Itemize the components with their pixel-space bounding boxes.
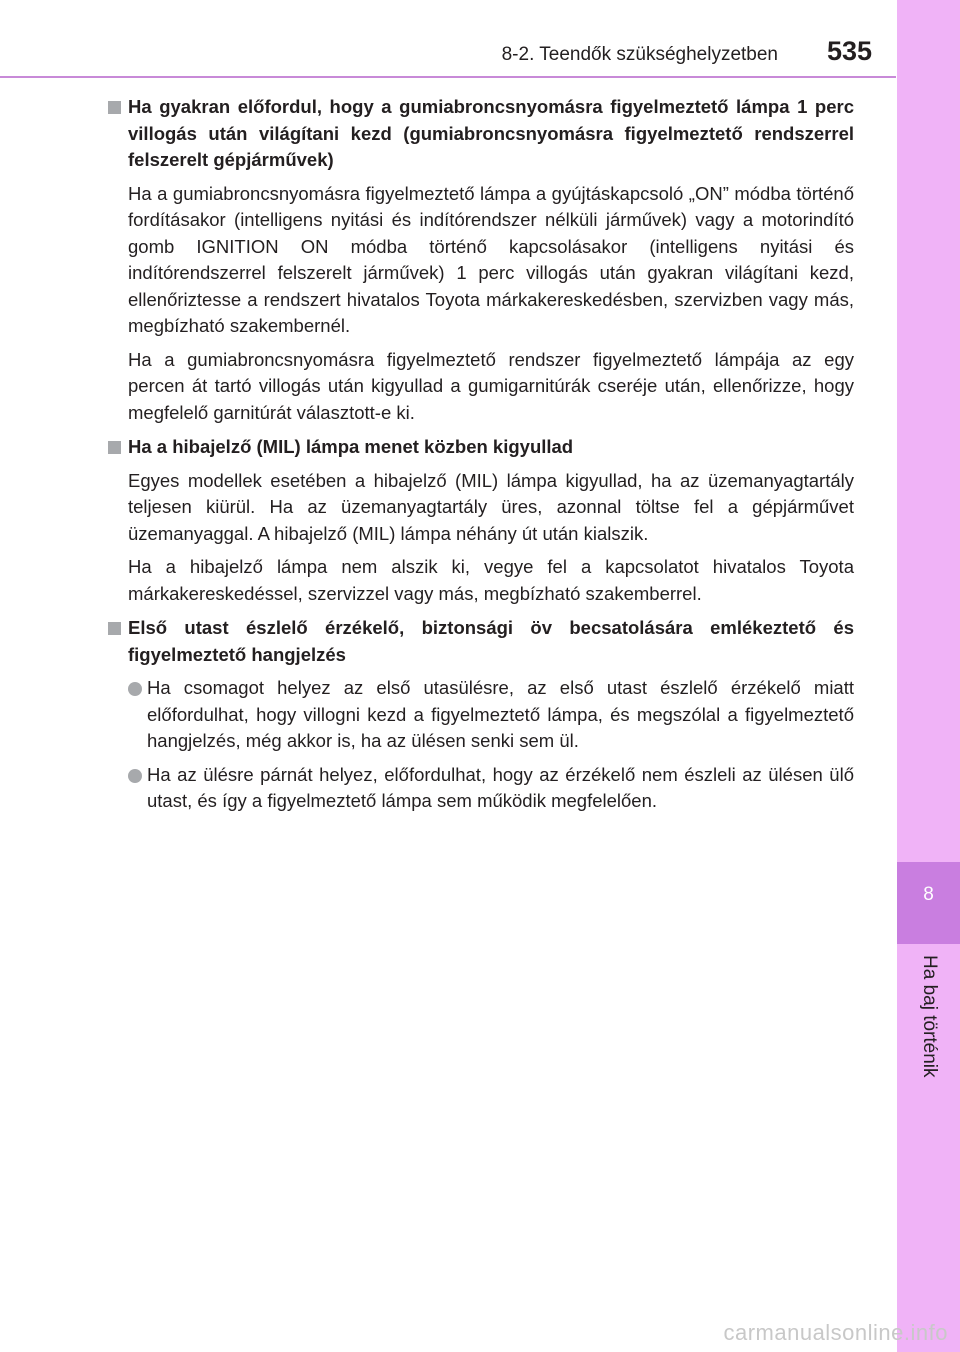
paragraph: Ha a gumiabroncsnyomásra figyelmeztető lámpa a gyújtáskapcsoló „ON” módba történő fordításakor (intelligens nyitási és indítórendszer nélküli járművek) vagy a motorindító gomb IGNITION ON módba történő kapcsolásakor (intelligens nyitási és indítórendszerrel felszerelt járművek) 1 perc villogás után gyakran világítani kezd, ellenőriztesse a rendszert hivatalos Toyota márkakereskedésben, szervizben vagy más, megbízható szakembernél. <box>128 182 854 336</box>
section-heading: 8-2. Teendők szükséghelyzetben <box>501 44 778 65</box>
section-passenger-sensor <box>108 615 854 815</box>
section-title: Ha a hibajelző (MIL) lámpa menet közben kigyullad <box>108 434 854 461</box>
paragraph: Egyes modellek esetében a hibajelző (MIL) lámpa kigyullad, ha az üzemanyagtartály teljesen kiürül. Ha az üzemanyagtartály üres, azonnal töltse fel a gépjárművet üzemanyaggal. A hibajelző (MIL) lámpa néhány út után kialszik. <box>128 469 854 544</box>
watermark: carmanualsonline.info <box>723 1320 948 1345</box>
chapter-number: 8 <box>923 884 934 905</box>
section-tire-pressure <box>108 94 854 426</box>
circle-bullet-icon <box>128 769 142 783</box>
square-bullet-icon <box>108 441 121 454</box>
page-header <box>0 0 896 78</box>
square-bullet-icon <box>108 101 121 114</box>
paragraph: Ha a hibajelző lámpa nem alszik ki, vegye fel a kapcsolatot hivatalos Toyota márkakereskedéssel, szervizzel vagy más, megbízható szakemberrel. <box>128 556 854 604</box>
section-title: Ha gyakran előfordul, hogy a gumiabroncsnyomásra figyelmeztető lámpa 1 perc villogás után világítani kezd (gumiabroncsnyomásra figyelmeztető rendszerrel felszerelt gépjárművek) <box>108 94 854 174</box>
page-number: 535 <box>826 36 872 66</box>
square-bullet-icon <box>108 622 121 635</box>
paragraph: Ha a gumiabroncsnyomásra figyelmeztető rendszer figyelmeztető lámpája az egy percen át tartó villogás után kigyullad a gumigarnitúrák cseréje után, ellenőrizze, hogy megfelelő garnitúrát választott-e ki. <box>128 348 854 423</box>
page-content <box>108 94 854 823</box>
list-item: Ha az ülésre párnát helyez, előfordulhat, hogy az érzékelő nem észleli az ülésen ülő utast, és így a figyelmeztető lámpa sem működik megfelelően. <box>108 762 854 815</box>
section-mil-lamp <box>108 434 854 607</box>
list-item: Ha csomagot helyez az első utasülésre, az első utast észlelő érzékelő miatt előfordulhat, hogy villogni kezd a figyelmeztető lámpa, és megszólal a figyelmeztető hangjelzés, még akkor is, ha az ülésen senki sem ül. <box>108 675 854 755</box>
header-rule <box>0 76 896 78</box>
chapter-label: Ha baj történik <box>919 955 940 1078</box>
circle-bullet-icon <box>128 682 142 696</box>
section-title: Első utast észlelő érzékelő, biztonsági öv becsatolására emlékeztető és figyelmeztető hangjelzés <box>108 615 854 668</box>
chapter-side-tab <box>897 0 960 1352</box>
